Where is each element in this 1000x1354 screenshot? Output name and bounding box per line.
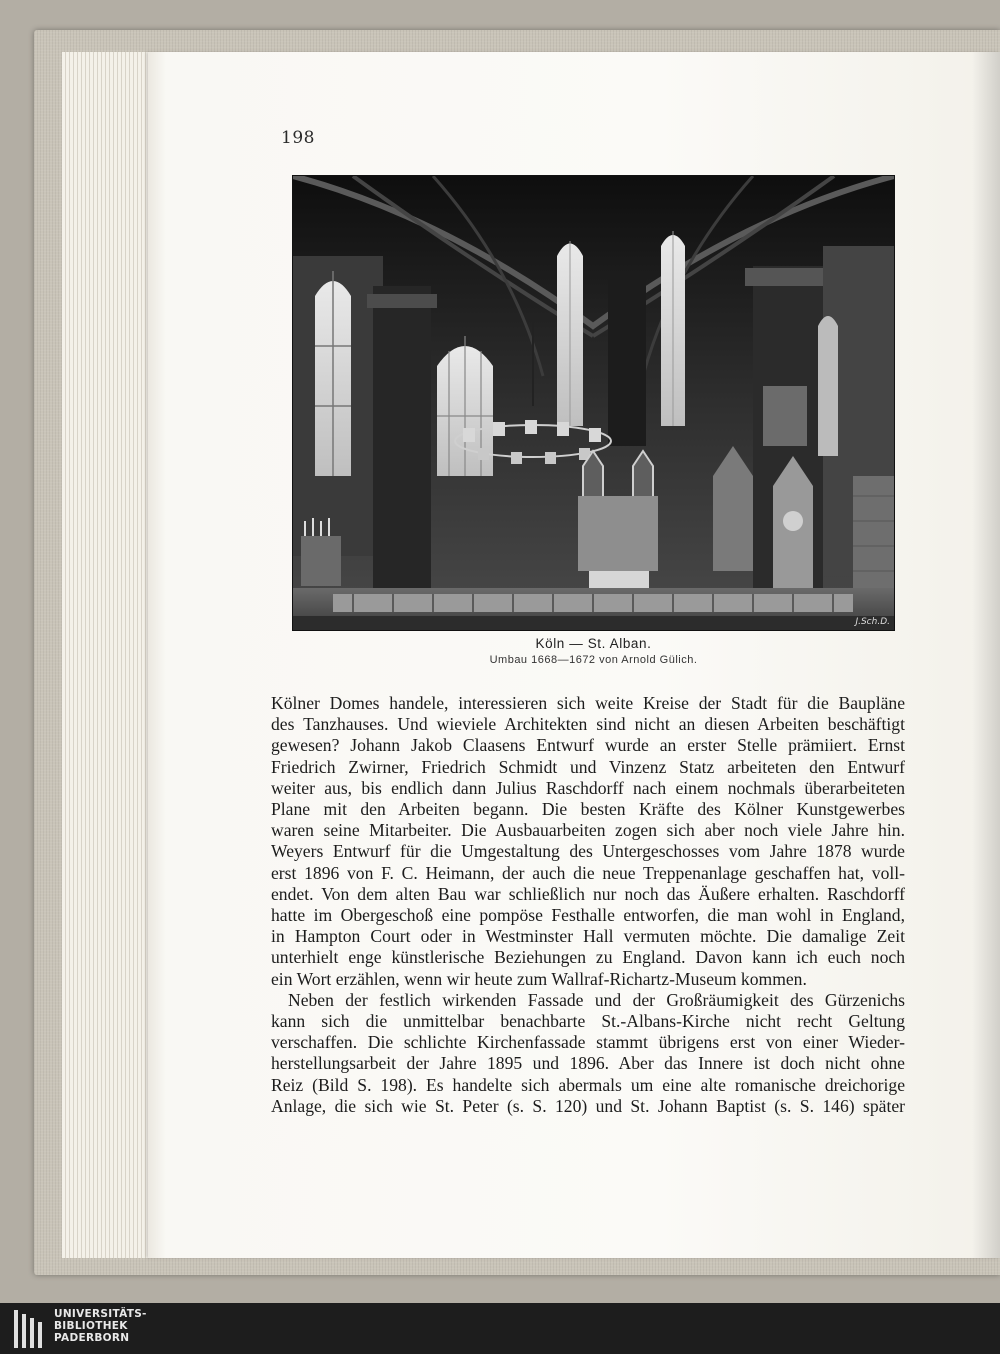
library-logo-icon [12, 1308, 48, 1350]
text-line: des Tanzhauses. Und wieviele Architekten sind nicht an diesen Arbeiten beschäftigt [271, 714, 905, 735]
library-name-line: PADERBORN [54, 1332, 130, 1344]
figure-caption-subtitle: Umbau 1668—1672 von Arnold Gülich. [489, 654, 698, 666]
figure-caption-title: Köln — St. Alban. [535, 636, 652, 651]
photographer-signature: J.Sch.D. [855, 617, 890, 627]
text-line: erst 1896 von F. C. Heimann, der auch die neue Treppenanlage geschaffen hat, voll- [271, 862, 905, 883]
text-line: Plane mit den Arbeiten begann. Die besten Kräfte des Kölner Kunstgewerbes [271, 799, 905, 820]
text-line: gewesen? Johann Jakob Claasens Entwurf wurde an erster Stelle prämiiert. Ernst [271, 735, 905, 756]
text-line: verschaffen. Die schlichte Kirchenfassade stammt übrigens erst von einer Wieder- [271, 1032, 905, 1053]
text-line: herstellungsarbeit der Jahre 1895 und 1896. Aber das Innere ist doch nicht ohne [271, 1053, 905, 1074]
library-name-line: BIBLIOTHEK [54, 1320, 128, 1332]
library-name [54, 1308, 147, 1344]
text-line: weiter aus, bis endlich dann Julius Raschdorff nach einem nochmals überarbeiteten [271, 777, 905, 798]
text-line: kann sich die unmittelbar benachbarte St.-Albans-Kirche nicht recht Geltung [271, 1011, 905, 1032]
library-footer-bar [0, 1303, 1000, 1354]
body-text [271, 693, 905, 1117]
church-interior-illustration [293, 176, 894, 630]
text-line: Weyers Entwurf für die Umgestaltung des Untergeschosses vom Jahre 1878 wurde [271, 841, 905, 862]
text-line: Anlage, die sich wie St. Peter (s. S. 120) und St. Johann Baptist (s. S. 146) später [271, 1095, 905, 1116]
text-line: in Hampton Court oder in Westminster Hall vermuten möchte. Die damalige Zeit [271, 926, 905, 947]
page-stack-edges [62, 52, 152, 1258]
text-line: unterhielt enge künstlerische Beziehungen zu England. Davon kann ich euch noch [271, 947, 905, 968]
page-number: 198 [281, 128, 315, 148]
text-line: endet. Von dem alten Bau war schließlich nur noch das Äußere erhalten. Raschdorff [271, 883, 905, 904]
text-line: hatte im Obergeschoß eine pompöse Festhalle entworfen, die man wohl in England, [271, 905, 905, 926]
text-line: Reiz (Bild S. 198). Es handelte sich abermals um eine alte romanische dreichorige [271, 1074, 905, 1095]
church-interior-photo [292, 175, 895, 631]
library-name-line: UNIVERSITÄTS- [54, 1308, 147, 1320]
gutter-shadow [972, 52, 1000, 1258]
text-line: Neben der festlich wirkenden Fassade und der Großräumigkeit des Gürzenichs [288, 989, 905, 1010]
text-line: ein Wort erzählen, wenn wir heute zum Wallraf-Richartz-Museum kommen. [271, 968, 807, 989]
text-line: waren seine Mitarbeiter. Die Ausbauarbeiten zogen sich aber noch viele Jahre hin. [271, 820, 905, 841]
text-line: Friedrich Zwirner, Friedrich Schmidt und Vinzenz Statz arbeiteten den Entwurf [271, 756, 905, 777]
text-line: Kölner Domes handele, interessieren sich weite Kreise der Stadt für die Baupläne [271, 693, 905, 713]
